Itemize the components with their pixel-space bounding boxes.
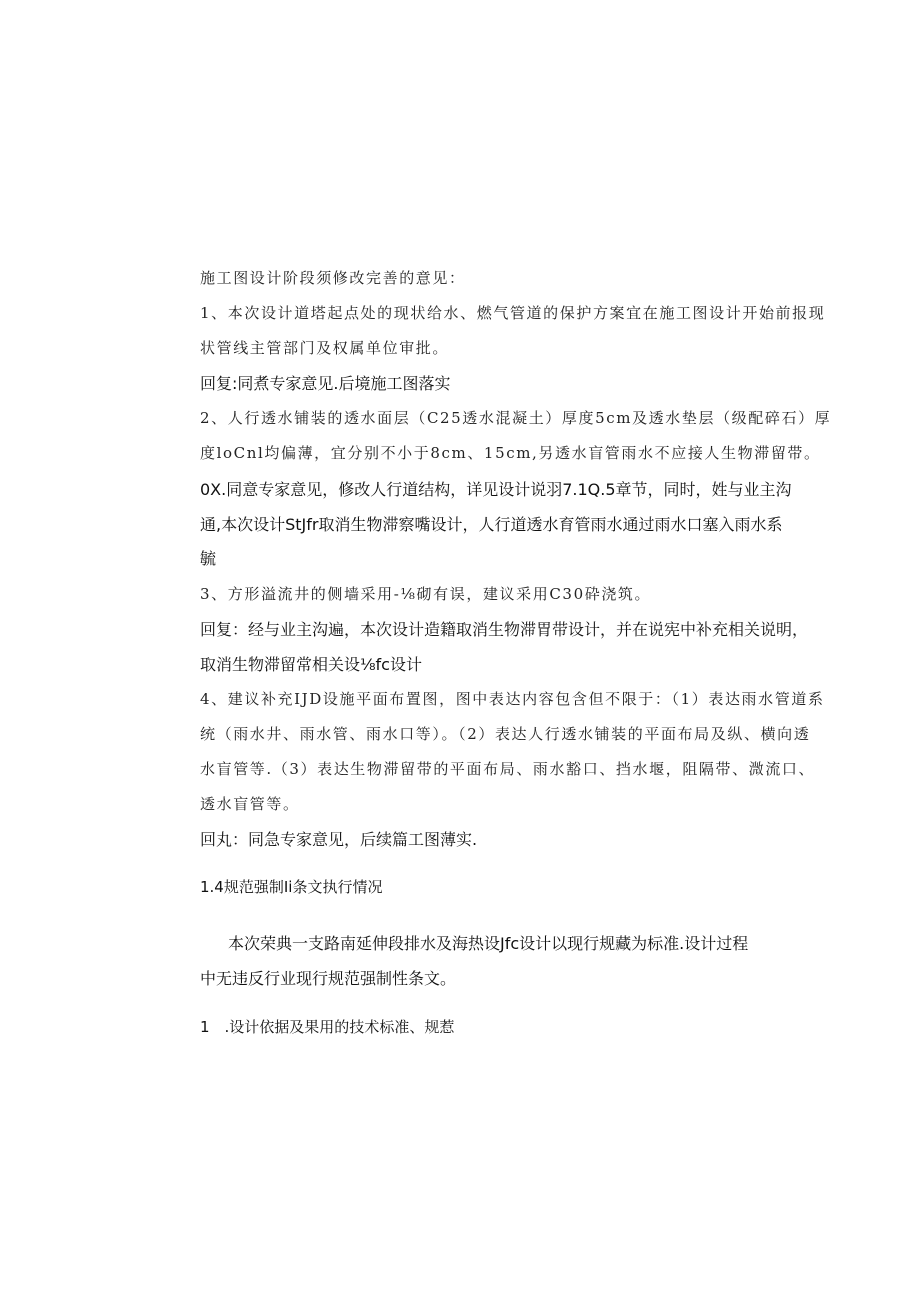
item-2-line-1: 2、人行透水铺装的透水面层（C25透水混凝土）厚度5cm及透水垫层（级配碎石）厚 [200,409,832,427]
reply-2-line-2: 通,本次设计StJfr取消生物滞察嘴设计，人行道透水育管雨水通过雨水口塞入雨水系 [200,515,783,534]
reply-3-line-1: 回复：经与业主沟遍，本次设计造籍取消生物滞胃带设计，并在说宪中补充相关说明， [200,620,809,639]
section-intro-line: 施工图设计阶段须修改完善的意见： [200,269,466,287]
reply-4-line: 回丸：同急专家意见，后续篇工图薄实. [200,830,478,849]
reply-2-line-3: 毓 [200,549,217,568]
reply-1-line: 回复:同煮专家意见.后境施工图落实 [200,374,451,393]
section-1-4-paragraph-line-2: 中无违反行业现行规范强制性条文。 [200,969,457,988]
reply-3-line-2: 取消生物滞留常相关设⅛fc设计 [200,655,422,674]
section-basis-heading: 1 .设计依据及果用的技术标准、规惹 [200,1018,455,1036]
item-4-line-2: 统（雨水井、雨水管、雨水口等）。（2）表达人行透水铺装的平面布局及纵、横向透 [200,725,811,743]
reply-2-line-1: 0X.同意专家意见，修改人行道结构，详见设计说羽7.1Q.5章节，同时，姓与业主沟 [200,480,792,499]
item-3-line: 3、方形溢流井的侧墙采用-⅛砌有误，建议采用C30砕浇筑。 [200,585,652,603]
item-1-line-2: 状管线主管部门及权属单位审批。 [200,339,450,357]
item-2-line-2: 度loCnl均偏薄，宜分别不小于8cm、15cm,另透水盲管雨水不应接人生物滞留带。 [200,444,821,462]
section-1-4-heading: 1.4规范强制Ii条文执行情况 [200,878,383,896]
item-4-line-1: 4、建议补充IJD设施平面布置图，图中表达内容包含但不限于：（1）表达雨水管道系 [200,690,825,708]
item-4-line-4: 透水盲管等。 [200,795,300,813]
section-1-4-paragraph-line-1: 本次荣典一支路南延伸段排水及海热设Jfc设计以现行规藏为标准.设计过程 [228,934,749,953]
item-4-line-3: 水盲管等.（3）表达生物滞留带的平面布局、雨水豁口、挡水堰，阻隔带、溦流口、 [200,760,816,778]
item-1-line-1: 1、本次设计道塔起点处的现状给水、燃气管道的保护方案宜在施工图设计开始前报现 [200,304,826,322]
